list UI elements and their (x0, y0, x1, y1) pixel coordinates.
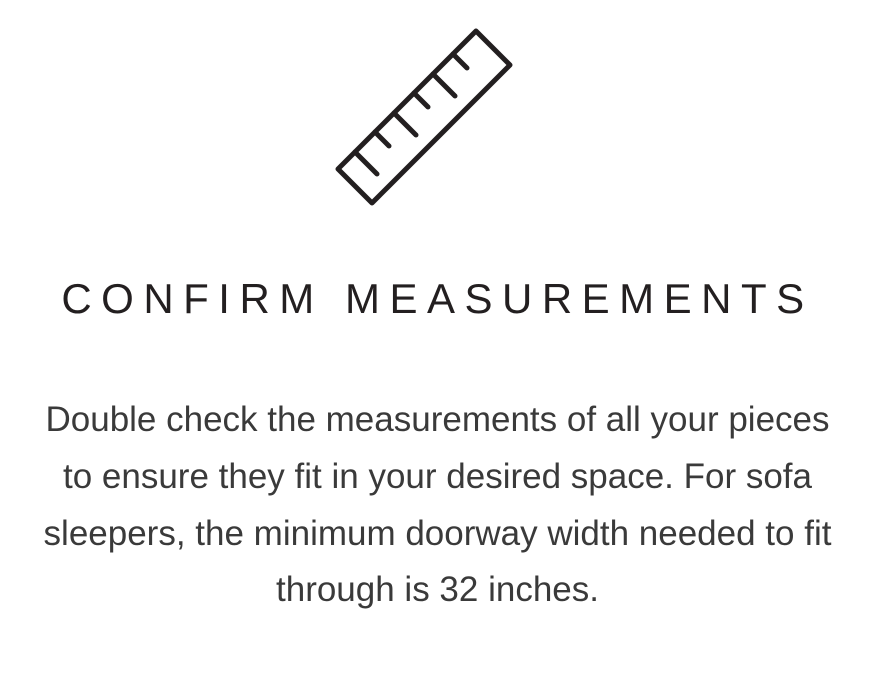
page-title: CONFIRM MEASUREMENTS (61, 275, 814, 322)
body-text: Double check the measurements of all your pieces to ensure they fit in your desired space. For sofa sleepers, the minimum doorway width needed to fit through is 32 inches. (43, 400, 832, 610)
ruler-icon (333, 26, 543, 216)
ruler-icon-container (0, 26, 875, 216)
